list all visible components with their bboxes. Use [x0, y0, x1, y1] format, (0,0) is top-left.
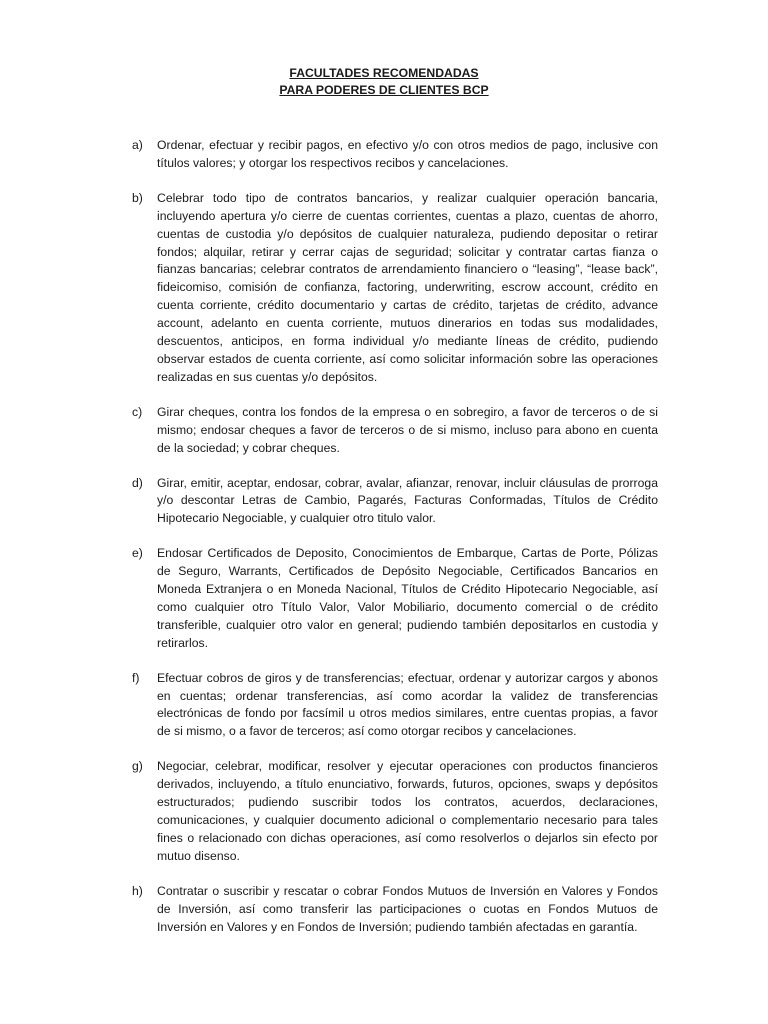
item-text: Negociar, celebrar, modificar, resolver y ejecutar operaciones con productos financieros derivados, incluyendo, a título enunciativo, forwards, futuros, opciones, swaps y depósitos estructurados; pudiendo suscribir todos los contratos, acuerdos, declaraciones, comunicaciones, y cualquier documento adicional o complementario necesario para tales fines o relacionado con dichas operaciones, así como resolverlos o dejarlos sin efecto por mutuo disenso.: [157, 759, 658, 863]
item-text: Endosar Certificados de Deposito, Conocimientos de Embarque, Cartas de Porte, Pólizas de Seguro, Warrants, Certificados de Depósito Negociable, Certificados Bancarios en Moneda Extranjera o en Moneda Nacional, Títulos de Crédito Hipotecario Negociable, así como cualquier otro Título Valor, Valor Mobiliario, documento comercial o de crédito transferible, cualquier otro valor en general; pudiendo también depositarlos en custodia y retirarlos.: [157, 546, 658, 650]
item-letter: e): [132, 546, 143, 561]
list-item-c: [132, 404, 658, 458]
item-text: Efectuar cobros de giros y de transferencias; efectuar, ordenar y autorizar cargos y abonos en cuentas; ordenar transferencias, así como acordar la validez de transferencias electrónicas de fondo por facsímil u otros medios similares, entre cuentas propias, a favor de si mismo, o a favor de terceros; así como otorgar recibos y cancelaciones.: [157, 670, 658, 739]
item-letter: g): [132, 759, 143, 774]
list-item-e: [132, 545, 658, 652]
list-item-g: [132, 758, 658, 865]
item-letter: f): [132, 670, 140, 685]
item-letter: h): [132, 883, 143, 898]
list-item-d: [132, 475, 658, 529]
document-title: [0, 65, 768, 99]
title-line-1: FACULTADES RECOMENDADAS: [289, 66, 479, 80]
list-item-f: [132, 670, 658, 742]
item-letter: b): [132, 190, 143, 205]
title-line-2: PARA PODERES DE CLIENTES BCP: [279, 83, 489, 97]
item-letter: d): [132, 475, 143, 490]
item-text: Girar cheques, contra los fondos de la empresa o en sobregiro, a favor de terceros o de si mismo; endosar cheques a favor de terceros o de si mismo, incluso para abono en cuenta de la sociedad; y cobrar cheques.: [157, 404, 658, 455]
item-text: Contratar o suscribir y rescatar o cobrar Fondos Mutuos de Inversión en Valores y Fondos de Inversión, así como transferir las participaciones o cuotas en Fondos Mutuos de Inversión en Valores y en Fondos de Inversión; pudiendo también afectadas en garantía.: [157, 883, 658, 934]
list-item-b: [132, 190, 658, 387]
faculties-list: [132, 137, 658, 953]
item-letter: a): [132, 138, 143, 152]
list-item-a: [132, 137, 658, 173]
list-item-h: [132, 883, 658, 937]
item-text: Girar, emitir, aceptar, endosar, cobrar, avalar, afianzar, renovar, incluir cláusulas de prorroga y/o descontar Letras de Cambio, Pagarés, Facturas Conformadas, Títulos de Crédito Hipotecario Negociable, y cualquier otro titulo valor.: [157, 475, 658, 526]
item-text: Celebrar todo tipo de contratos bancarios, y realizar cualquier operación bancaria, incluyendo apertura y/o cierre de cuentas corrientes, cuentas a plazo, cuentas de ahorro, cuentas de custodia y/o depósitos de cualquier naturaleza, pudiendo depositar o retirar fondos; alquilar, retirar y cerrar cajas de seguridad; solicitar y contratar cartas fianza o fianzas bancarias; celebrar contratos de arrendamiento financiero o “leasing”, “lease back”, fideicomiso, comisión de confianza, factoring, underwriting, escrow account, crédito en cuenta corriente, crédito documentario y cartas de crédito, tarjetas de crédito, advance account, adelanto en cuenta corriente, mutuos dinerarios en todas sus modalidades, descuentos, anticipos, en forma individual y/o mediante líneas de crédito, pudiendo observar estados de cuenta corriente, así como solicitar información sobre las operaciones realizadas en sus cuentas y/o depósitos.: [157, 190, 658, 384]
item-text: Ordenar, efectuar y recibir pagos, en efectivo y/o con otros medios de pago, inclusive con títulos valores; y otorgar los respectivos recibos y cancelaciones.: [157, 138, 658, 170]
item-letter: c): [132, 404, 143, 419]
